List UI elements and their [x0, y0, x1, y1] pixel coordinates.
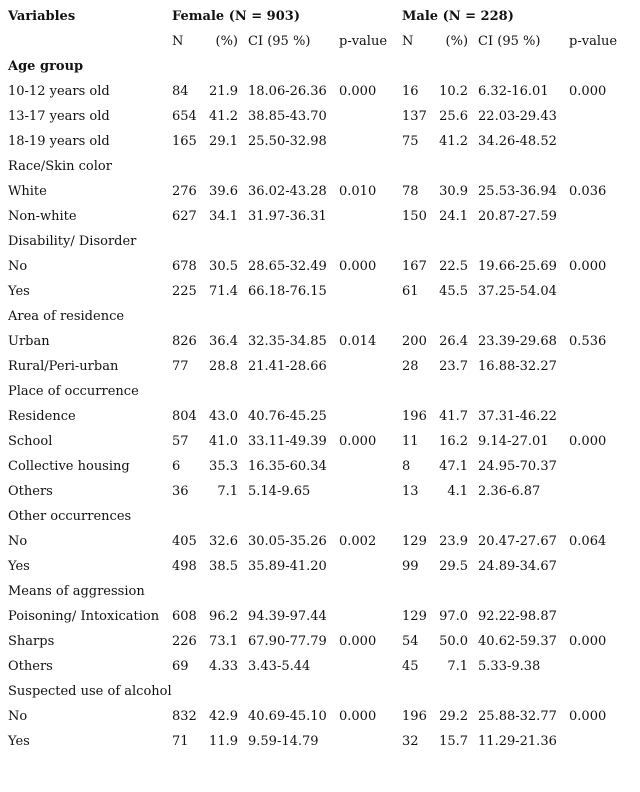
female-n-cell: 804: [172, 409, 197, 424]
row-label: Non-white: [8, 209, 77, 224]
male-pct-cell: 10.2: [439, 84, 469, 99]
female-p-cell: 0.010: [339, 184, 377, 199]
male-pct-cell: 29.2: [439, 709, 469, 724]
female-p-cell: [337, 279, 402, 304]
female-ci-cell: 66.18-76.15: [248, 284, 327, 299]
male-p-cell: [567, 604, 640, 629]
male-n-cell: 13: [402, 484, 419, 499]
female-pct-cell: 35.3: [209, 459, 238, 474]
section-label: Place of occurrence: [8, 384, 139, 399]
female-pct-cell: 41.2: [209, 109, 238, 124]
table-row: [0, 429, 640, 454]
female-ci-cell: 31.97-36.31: [248, 209, 327, 224]
male-n-cell: 99: [402, 559, 419, 574]
section-row: [0, 504, 640, 529]
section-row: [0, 679, 640, 704]
female-ci-cell: 5.14-9.65: [248, 484, 311, 499]
female-ci-cell: 67.90-77.79: [248, 634, 327, 649]
female-n-cell: 225: [172, 284, 197, 299]
female-pct-cell: 11.9: [209, 734, 238, 749]
male-p-cell: [567, 479, 640, 504]
female-n-cell: 77: [172, 359, 189, 374]
male-ci-cell: 19.66-25.69: [478, 259, 557, 274]
female-n-cell: 84: [172, 84, 189, 99]
female-pct-cell: 38.5: [209, 559, 238, 574]
male-p-cell: 0.000: [569, 259, 607, 274]
male-pct-cell: 26.4: [439, 334, 469, 349]
female-n-cell: 627: [172, 209, 197, 224]
row-label: Others: [8, 484, 53, 499]
female-ci-cell: 21.41-28.66: [248, 359, 327, 374]
male-p-cell: [567, 279, 640, 304]
row-label: Others: [8, 659, 53, 674]
female-ci-cell: 35.89-41.20: [248, 559, 327, 574]
male-pct-cell: 23.9: [439, 534, 469, 549]
male-pct-cell: 4.1: [447, 484, 469, 499]
female-ci-cell: 40.76-45.25: [248, 409, 327, 424]
female-n-cell: 405: [172, 534, 197, 549]
male-ci-cell: 24.95-70.37: [478, 459, 557, 474]
male-ci-cell: 22.03-29.43: [478, 109, 557, 124]
male-p-cell: 0.536: [569, 334, 607, 349]
table-row: [0, 79, 640, 104]
female-n-cell: 276: [172, 184, 197, 199]
female-p-cell: 0.000: [339, 84, 377, 99]
section-row: [0, 304, 640, 329]
female-p-cell: 0.000: [339, 434, 377, 449]
female-p-cell: [337, 204, 402, 229]
female-n-cell: 71: [172, 734, 189, 749]
female-pct-cell: 28.8: [209, 359, 238, 374]
table-row: [0, 129, 640, 154]
male-p-cell: [567, 204, 640, 229]
female-n-cell: 826: [172, 334, 197, 349]
male-group-header: Male (N = 228): [402, 9, 514, 24]
female-pct-cell: 32.6: [209, 534, 238, 549]
female-n-cell: 608: [172, 609, 197, 624]
male-p-cell: [567, 454, 640, 479]
male-n-cell: 137: [402, 109, 427, 124]
female-ci-cell: 38.85-43.70: [248, 109, 327, 124]
female-ci-cell: 16.35-60.34: [248, 459, 327, 474]
female-n-cell: 498: [172, 559, 197, 574]
female-ci-cell: 18.06-26.36: [248, 84, 327, 99]
table-row: [0, 204, 640, 229]
male-pct-header: (%): [445, 34, 469, 49]
male-p-cell: [567, 654, 640, 679]
row-label: Yes: [8, 559, 30, 574]
male-ci-header: CI (95 %): [478, 34, 541, 49]
male-n-cell: 196: [402, 709, 427, 724]
section-label: Means of aggression: [8, 584, 145, 599]
female-p-cell: [337, 604, 402, 629]
header-row-columns: [0, 29, 640, 54]
table-row: [0, 654, 640, 679]
female-ci-cell: 40.69-45.10: [248, 709, 327, 724]
male-p-cell: [567, 729, 640, 754]
female-n-cell: 226: [172, 634, 197, 649]
results-table: [0, 4, 640, 754]
female-ci-cell: 25.50-32.98: [248, 134, 327, 149]
female-n-cell: 69: [172, 659, 189, 674]
male-p-cell: [567, 404, 640, 429]
male-n-cell: 11: [402, 434, 419, 449]
male-n-cell: 16: [402, 84, 419, 99]
row-label: Poisoning/ Intoxication: [8, 609, 160, 624]
female-pct-cell: 29.1: [209, 134, 238, 149]
male-p-cell: 0.000: [569, 434, 607, 449]
table-row: [0, 529, 640, 554]
female-pct-cell: 71.4: [209, 284, 238, 299]
male-p-cell: 0.000: [569, 84, 607, 99]
female-ci-header: CI (95 %): [248, 34, 311, 49]
female-p-cell: [337, 454, 402, 479]
male-pct-cell: 41.7: [439, 409, 469, 424]
section-label: Other occurrences: [8, 509, 132, 524]
male-ci-cell: 24.89-34.67: [478, 559, 557, 574]
table-row: [0, 179, 640, 204]
section-row: [0, 229, 640, 254]
female-p-header: p-value: [339, 34, 388, 49]
male-p-cell: [567, 554, 640, 579]
female-pct-cell: 30.5: [209, 259, 238, 274]
male-pct-cell: 50.0: [439, 634, 469, 649]
male-n-cell: 200: [402, 334, 427, 349]
male-n-cell: 8: [402, 459, 411, 474]
female-pct-cell: 73.1: [209, 634, 238, 649]
male-n-cell: 167: [402, 259, 427, 274]
male-n-header: N: [402, 34, 414, 49]
male-pct-cell: 97.0: [439, 609, 469, 624]
female-p-cell: [337, 129, 402, 154]
female-p-cell: 0.000: [339, 259, 377, 274]
male-pct-cell: 7.1: [447, 659, 469, 674]
male-n-cell: 129: [402, 534, 427, 549]
female-pct-cell: 43.0: [209, 409, 238, 424]
female-pct-cell: 7.1: [217, 484, 238, 499]
section-label: Race/Skin color: [8, 159, 112, 174]
row-label: No: [8, 259, 28, 274]
female-pct-cell: 34.1: [209, 209, 238, 224]
male-n-cell: 78: [402, 184, 419, 199]
male-ci-cell: 20.87-27.59: [478, 209, 557, 224]
male-pct-cell: 16.2: [439, 434, 469, 449]
male-ci-cell: 40.62-59.37: [478, 634, 557, 649]
row-label: No: [8, 709, 28, 724]
male-pct-cell: 47.1: [439, 459, 469, 474]
table-row: [0, 479, 640, 504]
female-n-cell: 165: [172, 134, 197, 149]
row-label: Residence: [8, 409, 76, 424]
table-row: [0, 404, 640, 429]
row-label: 13-17 years old: [8, 109, 110, 124]
male-pct-cell: 41.2: [439, 134, 469, 149]
male-ci-cell: 34.26-48.52: [478, 134, 557, 149]
section-row: [0, 54, 640, 79]
female-n-cell: 6: [172, 459, 181, 474]
female-p-cell: 0.014: [339, 334, 377, 349]
female-n-cell: 57: [172, 434, 189, 449]
female-pct-cell: 36.4: [209, 334, 238, 349]
female-n-header: N: [172, 34, 184, 49]
male-ci-cell: 5.33-9.38: [478, 659, 541, 674]
male-ci-cell: 11.29-21.36: [478, 734, 557, 749]
table-row: [0, 704, 640, 729]
section-label: Suspected use of alcohol: [8, 684, 172, 699]
section-row: [0, 154, 640, 179]
male-p-cell: [567, 129, 640, 154]
male-n-cell: 150: [402, 209, 427, 224]
female-p-cell: 0.000: [339, 634, 377, 649]
male-pct-cell: 15.7: [439, 734, 469, 749]
female-n-cell: 832: [172, 709, 197, 724]
female-ci-cell: 30.05-35.26: [248, 534, 327, 549]
male-n-cell: 28: [402, 359, 419, 374]
male-n-cell: 75: [402, 134, 419, 149]
male-n-cell: 54: [402, 634, 419, 649]
male-ci-cell: 92.22-98.87: [478, 609, 557, 624]
female-ci-cell: 94.39-97.44: [248, 609, 327, 624]
row-label: School: [8, 434, 53, 449]
male-p-cell: 0.064: [569, 534, 607, 549]
female-ci-cell: 32.35-34.85: [248, 334, 327, 349]
table-row: [0, 354, 640, 379]
male-ci-cell: 2.36-6.87: [478, 484, 541, 499]
row-label: Sharps: [8, 634, 55, 649]
row-label: No: [8, 534, 28, 549]
male-ci-cell: 37.25-54.04: [478, 284, 557, 299]
male-p-cell: 0.000: [569, 709, 607, 724]
row-label: Yes: [8, 284, 30, 299]
row-label: White: [8, 184, 47, 199]
male-ci-cell: 37.31-46.22: [478, 409, 557, 424]
row-label: Collective housing: [8, 459, 130, 474]
section-label: Area of residence: [8, 309, 125, 324]
female-pct-cell: 42.9: [209, 709, 238, 724]
female-n-cell: 678: [172, 259, 197, 274]
female-ci-cell: 36.02-43.28: [248, 184, 327, 199]
section-label: Disability/ Disorder: [8, 234, 137, 249]
female-ci-cell: 3.43-5.44: [248, 659, 311, 674]
female-pct-cell: 41.0: [209, 434, 238, 449]
section-row: [0, 379, 640, 404]
female-ci-cell: 9.59-14.79: [248, 734, 319, 749]
male-pct-cell: 30.9: [439, 184, 469, 199]
table-body: [0, 4, 640, 754]
male-pct-cell: 45.5: [439, 284, 469, 299]
female-p-cell: [337, 104, 402, 129]
female-ci-cell: 28.65-32.49: [248, 259, 327, 274]
female-pct-header: (%): [215, 34, 238, 49]
male-pct-cell: 25.6: [439, 109, 469, 124]
table-row: [0, 604, 640, 629]
row-label: Rural/Peri-urban: [8, 359, 119, 374]
female-pct-cell: 96.2: [209, 609, 238, 624]
male-pct-cell: 23.7: [439, 359, 469, 374]
male-pct-cell: 22.5: [439, 259, 469, 274]
row-label: Yes: [8, 734, 30, 749]
variables-header: Variables: [8, 9, 76, 24]
female-n-cell: 654: [172, 109, 197, 124]
female-pct-cell: 4.33: [209, 659, 238, 674]
table-row: [0, 629, 640, 654]
row-label: 18-19 years old: [8, 134, 110, 149]
female-p-cell: [337, 354, 402, 379]
table-row: [0, 329, 640, 354]
male-ci-cell: 6.32-16.01: [478, 84, 549, 99]
female-p-cell: 0.002: [339, 534, 377, 549]
row-label: Urban: [8, 334, 50, 349]
empty-header-cell: [0, 29, 172, 54]
male-p-cell: [567, 104, 640, 129]
male-ci-cell: 16.88-32.27: [478, 359, 557, 374]
male-ci-cell: 25.53-36.94: [478, 184, 557, 199]
male-pct-cell: 24.1: [439, 209, 469, 224]
table-row: [0, 554, 640, 579]
female-group-header: Female (N = 903): [172, 9, 300, 24]
table-row: [0, 454, 640, 479]
male-n-cell: 129: [402, 609, 427, 624]
female-p-cell: [337, 404, 402, 429]
female-pct-cell: 39.6: [209, 184, 238, 199]
female-p-cell: [337, 554, 402, 579]
female-p-cell: [337, 479, 402, 504]
female-p-cell: [337, 654, 402, 679]
male-p-cell: 0.036: [569, 184, 607, 199]
male-p-cell: [567, 354, 640, 379]
table-row: [0, 104, 640, 129]
female-n-cell: 36: [172, 484, 189, 499]
table-row: [0, 729, 640, 754]
male-ci-cell: 9.14-27.01: [478, 434, 549, 449]
male-n-cell: 61: [402, 284, 419, 299]
male-p-header: p-value: [569, 34, 618, 49]
section-row: [0, 579, 640, 604]
male-p-cell: 0.000: [569, 634, 607, 649]
male-ci-cell: 23.39-29.68: [478, 334, 557, 349]
section-label: Age group: [8, 59, 84, 74]
table-row: [0, 254, 640, 279]
male-n-cell: 196: [402, 409, 427, 424]
male-pct-cell: 29.5: [439, 559, 469, 574]
male-ci-cell: 25.88-32.77: [478, 709, 557, 724]
male-n-cell: 32: [402, 734, 419, 749]
female-ci-cell: 33.11-49.39: [248, 434, 327, 449]
female-p-cell: [337, 729, 402, 754]
female-p-cell: 0.000: [339, 709, 377, 724]
male-n-cell: 45: [402, 659, 419, 674]
header-row-groups: [0, 4, 640, 29]
row-label: 10-12 years old: [8, 84, 110, 99]
male-ci-cell: 20.47-27.67: [478, 534, 557, 549]
female-pct-cell: 21.9: [209, 84, 238, 99]
table-row: [0, 279, 640, 304]
